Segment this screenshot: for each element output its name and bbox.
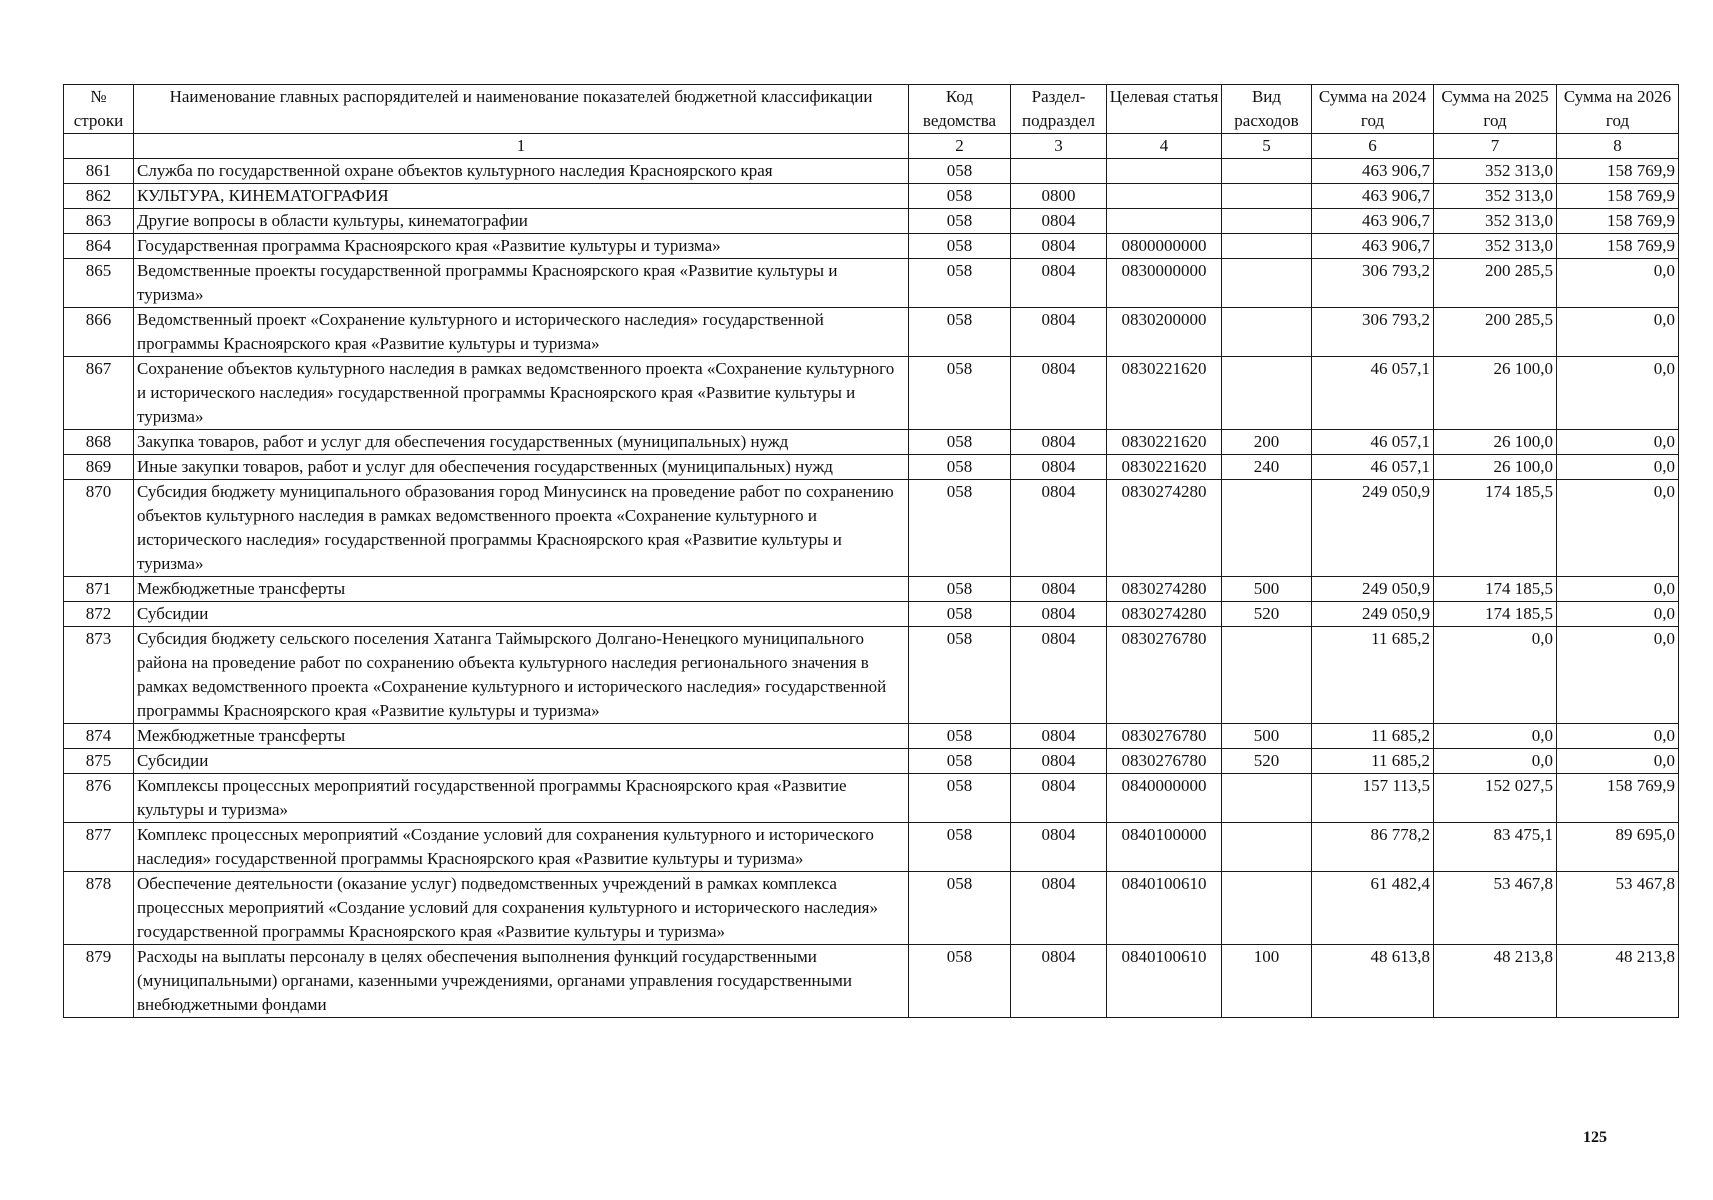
- section-code: 0804: [1011, 945, 1107, 1018]
- target-article-code: 0830274280: [1107, 602, 1222, 627]
- sum-2026: 0,0: [1557, 259, 1679, 308]
- table-row: [64, 577, 1679, 602]
- department-code: 058: [909, 430, 1011, 455]
- sum-2024: 463 906,7: [1312, 234, 1434, 259]
- page-number: 125: [1583, 1129, 1607, 1146]
- header-department-code: Код ведомства: [909, 85, 1011, 134]
- sum-2026: 0,0: [1557, 480, 1679, 577]
- header-target-article: Целевая статья: [1107, 85, 1222, 134]
- expense-type-code: 520: [1222, 749, 1312, 774]
- table-row: [64, 430, 1679, 455]
- department-code: 058: [909, 184, 1011, 209]
- row-number: 861: [64, 159, 134, 184]
- section-code: 0804: [1011, 209, 1107, 234]
- department-code: 058: [909, 357, 1011, 430]
- column-number: 2: [909, 134, 1011, 159]
- department-code: 058: [909, 823, 1011, 872]
- section-code: 0804: [1011, 602, 1107, 627]
- row-number: 868: [64, 430, 134, 455]
- sum-2025: 200 285,5: [1434, 259, 1557, 308]
- table-row: [64, 945, 1679, 1018]
- column-number-row: [64, 134, 1679, 159]
- row-name: Субсидии: [134, 749, 909, 774]
- table-row: [64, 184, 1679, 209]
- department-code: 058: [909, 259, 1011, 308]
- department-code: 058: [909, 602, 1011, 627]
- sum-2025: 0,0: [1434, 749, 1557, 774]
- sum-2024: 249 050,9: [1312, 602, 1434, 627]
- header-section: Раздел-подраздел: [1011, 85, 1107, 134]
- section-code: 0804: [1011, 455, 1107, 480]
- row-number: 862: [64, 184, 134, 209]
- target-article-code: 0830221620: [1107, 357, 1222, 430]
- header-sum-2025: Сумма на 2025 год: [1434, 85, 1557, 134]
- row-number: 870: [64, 480, 134, 577]
- sum-2024: 306 793,2: [1312, 259, 1434, 308]
- expense-type-code: 520: [1222, 602, 1312, 627]
- target-article-code: 0830276780: [1107, 749, 1222, 774]
- target-article-code: 0830221620: [1107, 430, 1222, 455]
- expense-type-code: [1222, 774, 1312, 823]
- header-row-number: № строки: [64, 85, 134, 134]
- sum-2025: 352 313,0: [1434, 209, 1557, 234]
- table-row: [64, 823, 1679, 872]
- target-article-code: 0830274280: [1107, 480, 1222, 577]
- table-row: [64, 774, 1679, 823]
- sum-2025: 352 313,0: [1434, 159, 1557, 184]
- row-name: Служба по государственной охране объектов культурного наследия Красноярского края: [134, 159, 909, 184]
- expense-type-code: [1222, 184, 1312, 209]
- sum-2024: 11 685,2: [1312, 627, 1434, 724]
- column-number: 1: [134, 134, 909, 159]
- row-number: 866: [64, 308, 134, 357]
- row-name: Иные закупки товаров, работ и услуг для обеспечения государственных (муниципальных) нужд: [134, 455, 909, 480]
- table-row: [64, 872, 1679, 945]
- department-code: 058: [909, 724, 1011, 749]
- sum-2025: 152 027,5: [1434, 774, 1557, 823]
- sum-2024: 11 685,2: [1312, 724, 1434, 749]
- row-name: Комплекс процессных мероприятий «Создание условий для сохранения культурного и исторического наследия» государственной программы Красноярского края «Развитие культуры и туризма»: [134, 823, 909, 872]
- department-code: 058: [909, 480, 1011, 577]
- row-name: Государственная программа Красноярского края «Развитие культуры и туризма»: [134, 234, 909, 259]
- row-name: Субсидия бюджету муниципального образования город Минусинск на проведение работ по сохранению объектов культурного наследия в рамках ведомственного проекта «Сохранение культурного и исторического наследия» государственной программы Красноярского края «Развитие культуры и туризма»: [134, 480, 909, 577]
- sum-2025: 26 100,0: [1434, 455, 1557, 480]
- expense-type-code: [1222, 209, 1312, 234]
- sum-2026: 158 769,9: [1557, 774, 1679, 823]
- target-article-code: 0840100000: [1107, 823, 1222, 872]
- department-code: 058: [909, 749, 1011, 774]
- column-number: 6: [1312, 134, 1434, 159]
- row-name: Субсидия бюджету сельского поселения Хатанга Таймырского Долгано-Ненецкого муниципального района на проведение работ по сохранению объекта культурного наследия регионального значения в рамках ведомственного проекта «Сохранение культурного и исторического наследия» государственной программы Красноярского края «Развитие культуры и туризма»: [134, 627, 909, 724]
- table-row: [64, 602, 1679, 627]
- sum-2026: 0,0: [1557, 627, 1679, 724]
- column-number: 5: [1222, 134, 1312, 159]
- row-number: 876: [64, 774, 134, 823]
- row-name: Межбюджетные трансферты: [134, 724, 909, 749]
- sum-2026: 158 769,9: [1557, 184, 1679, 209]
- section-code: 0804: [1011, 724, 1107, 749]
- table-row: [64, 234, 1679, 259]
- section-code: 0804: [1011, 308, 1107, 357]
- sum-2026: 0,0: [1557, 357, 1679, 430]
- sum-2025: 83 475,1: [1434, 823, 1557, 872]
- row-name: Обеспечение деятельности (оказание услуг) подведомственных учреждений в рамках комплекса процессных мероприятий «Создание условий для сохранения культурного и исторического наследия» государственной программы Красноярского края «Развитие культуры и туризма»: [134, 872, 909, 945]
- row-number: 877: [64, 823, 134, 872]
- row-number: 863: [64, 209, 134, 234]
- target-article-code: 0840000000: [1107, 774, 1222, 823]
- table-header: [64, 85, 1679, 159]
- department-code: 058: [909, 234, 1011, 259]
- section-code: 0804: [1011, 430, 1107, 455]
- target-article-code: 0840100610: [1107, 945, 1222, 1018]
- table-row: [64, 209, 1679, 234]
- expense-type-code: [1222, 308, 1312, 357]
- section-code: 0804: [1011, 749, 1107, 774]
- section-code: 0804: [1011, 357, 1107, 430]
- header-name: Наименование главных распорядителей и наименование показателей бюджетной классификации: [134, 85, 909, 134]
- sum-2026: 0,0: [1557, 430, 1679, 455]
- sum-2024: 157 113,5: [1312, 774, 1434, 823]
- expense-type-code: 500: [1222, 724, 1312, 749]
- sum-2026: 0,0: [1557, 602, 1679, 627]
- row-number: 879: [64, 945, 134, 1018]
- section-code: 0804: [1011, 577, 1107, 602]
- target-article-code: 0800000000: [1107, 234, 1222, 259]
- row-name: КУЛЬТУРА, КИНЕМАТОГРАФИЯ: [134, 184, 909, 209]
- expense-type-code: [1222, 823, 1312, 872]
- row-name: Сохранение объектов культурного наследия в рамках ведомственного проекта «Сохранение культурного и исторического наследия» государственной программы Красноярского края «Развитие культуры и туризма»: [134, 357, 909, 430]
- target-article-code: 0840100610: [1107, 872, 1222, 945]
- department-code: 058: [909, 159, 1011, 184]
- row-number: 874: [64, 724, 134, 749]
- target-article-code: 0830274280: [1107, 577, 1222, 602]
- sum-2025: 174 185,5: [1434, 480, 1557, 577]
- expense-type-code: [1222, 480, 1312, 577]
- budget-table: [63, 84, 1679, 1018]
- row-number: 873: [64, 627, 134, 724]
- sum-2025: 0,0: [1434, 724, 1557, 749]
- target-article-code: [1107, 184, 1222, 209]
- expense-type-code: 100: [1222, 945, 1312, 1018]
- sum-2025: 53 467,8: [1434, 872, 1557, 945]
- table-row: [64, 259, 1679, 308]
- sum-2024: 463 906,7: [1312, 209, 1434, 234]
- sum-2026: 158 769,9: [1557, 159, 1679, 184]
- sum-2025: 352 313,0: [1434, 184, 1557, 209]
- sum-2026: 0,0: [1557, 749, 1679, 774]
- table-row: [64, 357, 1679, 430]
- expense-type-code: [1222, 357, 1312, 430]
- sum-2026: 0,0: [1557, 308, 1679, 357]
- expense-type-code: [1222, 627, 1312, 724]
- sum-2024: 306 793,2: [1312, 308, 1434, 357]
- column-number: 4: [1107, 134, 1222, 159]
- table-row: [64, 627, 1679, 724]
- sum-2024: 48 613,8: [1312, 945, 1434, 1018]
- sum-2024: 463 906,7: [1312, 159, 1434, 184]
- sum-2024: 46 057,1: [1312, 455, 1434, 480]
- department-code: 058: [909, 455, 1011, 480]
- section-code: 0800: [1011, 184, 1107, 209]
- row-number: 872: [64, 602, 134, 627]
- column-number: 3: [1011, 134, 1107, 159]
- section-code: [1011, 159, 1107, 184]
- sum-2024: 86 778,2: [1312, 823, 1434, 872]
- sum-2026: 89 695,0: [1557, 823, 1679, 872]
- target-article-code: 0830276780: [1107, 627, 1222, 724]
- sum-2025: 352 313,0: [1434, 234, 1557, 259]
- row-name: Межбюджетные трансферты: [134, 577, 909, 602]
- expense-type-code: [1222, 159, 1312, 184]
- sum-2024: 46 057,1: [1312, 430, 1434, 455]
- sum-2026: 48 213,8: [1557, 945, 1679, 1018]
- department-code: 058: [909, 209, 1011, 234]
- sum-2025: 174 185,5: [1434, 577, 1557, 602]
- department-code: 058: [909, 308, 1011, 357]
- expense-type-code: 500: [1222, 577, 1312, 602]
- row-name: Другие вопросы в области культуры, кинематографии: [134, 209, 909, 234]
- section-code: 0804: [1011, 234, 1107, 259]
- row-name: Комплексы процессных мероприятий государственной программы Красноярского края «Развитие культуры и туризма»: [134, 774, 909, 823]
- sum-2025: 0,0: [1434, 627, 1557, 724]
- target-article-code: [1107, 159, 1222, 184]
- column-number: [64, 134, 134, 159]
- sum-2024: 11 685,2: [1312, 749, 1434, 774]
- row-number: 869: [64, 455, 134, 480]
- sum-2024: 46 057,1: [1312, 357, 1434, 430]
- section-code: 0804: [1011, 823, 1107, 872]
- sum-2025: 26 100,0: [1434, 430, 1557, 455]
- department-code: 058: [909, 872, 1011, 945]
- table-row: [64, 159, 1679, 184]
- sum-2025: 48 213,8: [1434, 945, 1557, 1018]
- target-article-code: 0830200000: [1107, 308, 1222, 357]
- sum-2026: 0,0: [1557, 577, 1679, 602]
- table-row: [64, 749, 1679, 774]
- sum-2024: 249 050,9: [1312, 480, 1434, 577]
- target-article-code: 0830276780: [1107, 724, 1222, 749]
- row-number: 871: [64, 577, 134, 602]
- sum-2024: 463 906,7: [1312, 184, 1434, 209]
- row-number: 867: [64, 357, 134, 430]
- section-code: 0804: [1011, 259, 1107, 308]
- department-code: 058: [909, 774, 1011, 823]
- sum-2024: 249 050,9: [1312, 577, 1434, 602]
- sum-2026: 158 769,9: [1557, 234, 1679, 259]
- target-article-code: 0830000000: [1107, 259, 1222, 308]
- department-code: 058: [909, 627, 1011, 724]
- department-code: 058: [909, 945, 1011, 1018]
- column-number: 7: [1434, 134, 1557, 159]
- expense-type-code: [1222, 259, 1312, 308]
- table-row: [64, 308, 1679, 357]
- section-code: 0804: [1011, 774, 1107, 823]
- row-name: Закупка товаров, работ и услуг для обеспечения государственных (муниципальных) нужд: [134, 430, 909, 455]
- sum-2026: 0,0: [1557, 455, 1679, 480]
- sum-2025: 200 285,5: [1434, 308, 1557, 357]
- header-sum-2026: Сумма на 2026 год: [1557, 85, 1679, 134]
- row-number: 865: [64, 259, 134, 308]
- sum-2026: 158 769,9: [1557, 209, 1679, 234]
- row-number: 875: [64, 749, 134, 774]
- row-name: Ведомственный проект «Сохранение культурного и исторического наследия» государственной программы Красноярского края «Развитие культуры и туризма»: [134, 308, 909, 357]
- sum-2026: 0,0: [1557, 724, 1679, 749]
- header-sum-2024: Сумма на 2024 год: [1312, 85, 1434, 134]
- column-number: 8: [1557, 134, 1679, 159]
- target-article-code: 0830221620: [1107, 455, 1222, 480]
- header-expense-type: Вид расходов: [1222, 85, 1312, 134]
- row-number: 864: [64, 234, 134, 259]
- target-article-code: [1107, 209, 1222, 234]
- table-row: [64, 724, 1679, 749]
- sum-2025: 174 185,5: [1434, 602, 1557, 627]
- table-body: [64, 159, 1679, 1018]
- table-row: [64, 480, 1679, 577]
- sum-2025: 26 100,0: [1434, 357, 1557, 430]
- sum-2026: 53 467,8: [1557, 872, 1679, 945]
- row-name: Субсидии: [134, 602, 909, 627]
- section-code: 0804: [1011, 480, 1107, 577]
- table-row: [64, 455, 1679, 480]
- section-code: 0804: [1011, 872, 1107, 945]
- row-number: 878: [64, 872, 134, 945]
- expense-type-code: [1222, 872, 1312, 945]
- section-code: 0804: [1011, 627, 1107, 724]
- row-name: Расходы на выплаты персоналу в целях обеспечения выполнения функций государственными (муниципальными) органами, казенными учреждениями, органами управления государственными внебюджетными фондами: [134, 945, 909, 1018]
- sum-2024: 61 482,4: [1312, 872, 1434, 945]
- row-name: Ведомственные проекты государственной программы Красноярского края «Развитие культуры и туризма»: [134, 259, 909, 308]
- expense-type-code: 200: [1222, 430, 1312, 455]
- expense-type-code: 240: [1222, 455, 1312, 480]
- expense-type-code: [1222, 234, 1312, 259]
- department-code: 058: [909, 577, 1011, 602]
